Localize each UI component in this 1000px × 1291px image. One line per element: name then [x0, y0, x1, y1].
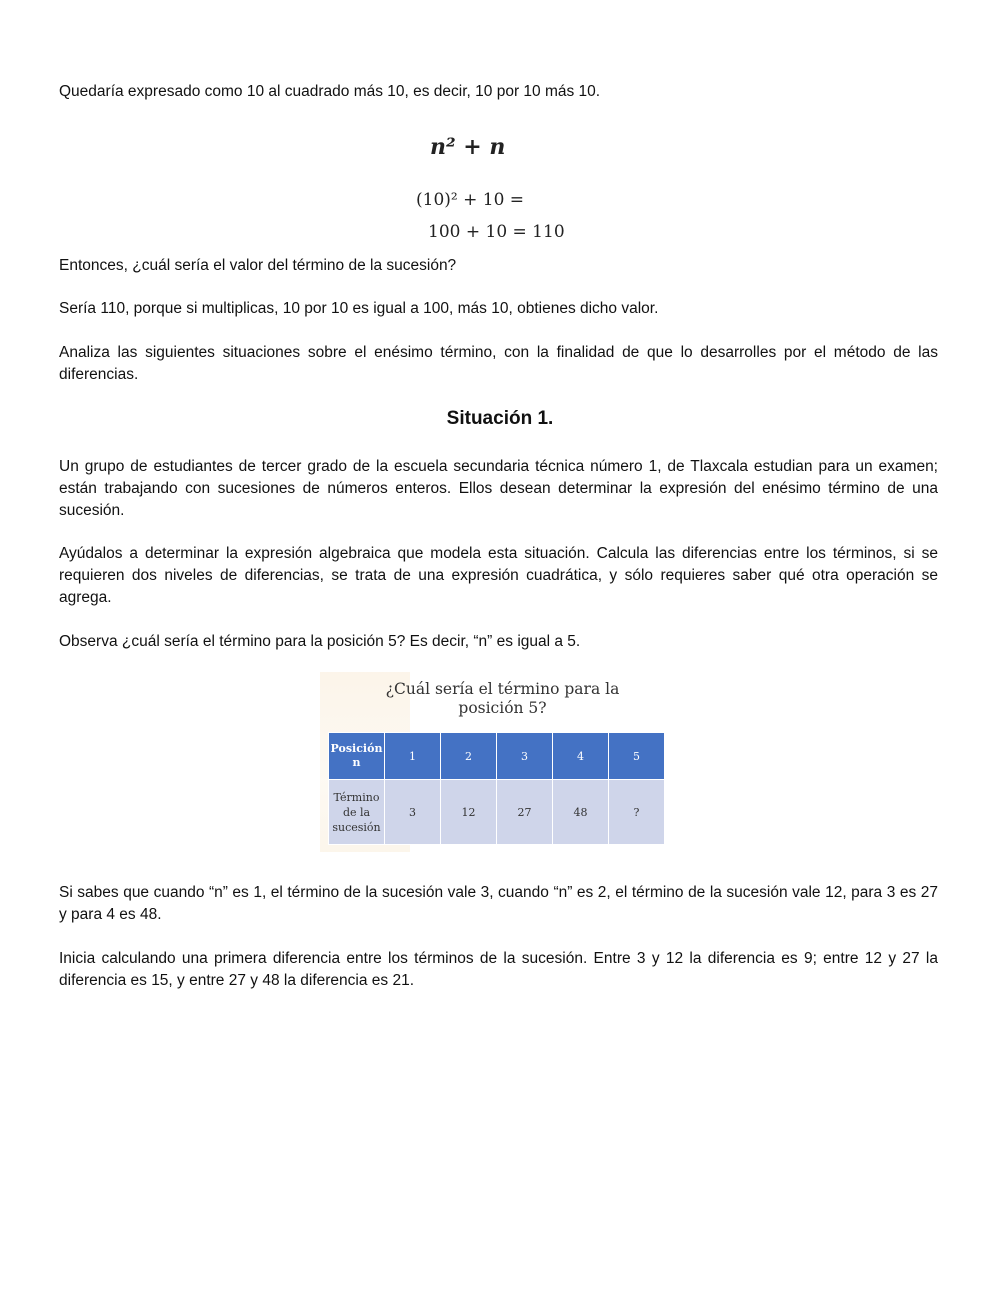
position-header-symbol: n — [352, 756, 361, 769]
paragraph-first-differences: Inicia calculando una primera diferencia entre los términos de la sucesión. Entre 3 y 12 la diferencia es 9; entre 12 y 27 la diferencia es 15, y entre 27 y 48 la diferencia es 21. — [59, 950, 938, 989]
paragraph-help-instructions: Ayúdalos a determinar la expresión algebraica que modela esta situación. Calcula las diferencias entre los términos, si se requieren dos niveles de diferencias, se trata de una expresión cuadrática, y sólo requieres saber qué otra operación se agrega. — [59, 545, 938, 606]
paragraph-question: Entonces, ¿cuál sería el valor del término de la sucesión? — [59, 257, 457, 274]
paragraph-answer: Sería 110, porque si multiplicas, 10 por 10 es igual a 100, más 10, obtienes dicho valor. — [59, 300, 659, 317]
position-cell: 2 — [441, 733, 497, 780]
sequence-table — [328, 732, 665, 845]
section-heading: Situación 1. — [446, 408, 554, 429]
position-header-label: Posición — [330, 742, 383, 755]
figure-title-line-2: posición 5? — [458, 699, 547, 717]
position-header-cell — [329, 733, 385, 780]
table-row-positions — [329, 733, 665, 780]
term-header-line-1: Término — [333, 790, 380, 804]
term-cell: 27 — [497, 780, 553, 845]
position-cell: 4 — [553, 733, 609, 780]
term-cell: ? — [609, 780, 665, 845]
position-cell: 1 — [385, 733, 441, 780]
term-header-line-2: de la — [342, 805, 371, 819]
paragraph-instructions: Analiza las siguientes situaciones sobre el enésimo término, con la finalidad de que lo desarrolles por el método de las diferencias. — [59, 344, 938, 383]
formula-n-squared-plus-n: n² + n — [430, 134, 506, 160]
position-cell: 3 — [497, 733, 553, 780]
paragraph-known-terms: Si sabes que cuando “n” es 1, el término de la sucesión vale 3, cuando “n” es 2, el término de la sucesión vale 12, para 3 es 27 y para 4 es 48. — [59, 884, 938, 923]
math-substitution-line: (10)² + 10 = — [416, 190, 525, 210]
term-cell: 48 — [553, 780, 609, 845]
position-cell: 5 — [609, 733, 665, 780]
sequence-figure — [320, 672, 670, 852]
table-row-terms — [329, 780, 665, 845]
figure-title-line-1: ¿Cuál sería el término para la — [385, 680, 620, 698]
paragraph-situation-context: Un grupo de estudiantes de tercer grado de la escuela secundaria técnica número 1, de Tlaxcala estudian para un examen; están trabajando con sucesiones de números enteros. Ellos desean determinar la expresión del enésimo término de una sucesión. — [59, 458, 938, 519]
term-header-line-3: sucesión — [332, 820, 381, 834]
term-cell: 3 — [385, 780, 441, 845]
math-result-line: 100 + 10 = 110 — [428, 222, 565, 242]
figure-title — [320, 680, 685, 718]
paragraph-observe-position: Observa ¿cuál sería el término para la posición 5? Es decir, “n” es igual a 5. — [59, 633, 581, 650]
paragraph-expression-explanation: Quedaría expresado como 10 al cuadrado más 10, es decir, 10 por 10 más 10. — [59, 83, 601, 100]
term-header-cell — [329, 780, 385, 845]
term-cell: 12 — [441, 780, 497, 845]
